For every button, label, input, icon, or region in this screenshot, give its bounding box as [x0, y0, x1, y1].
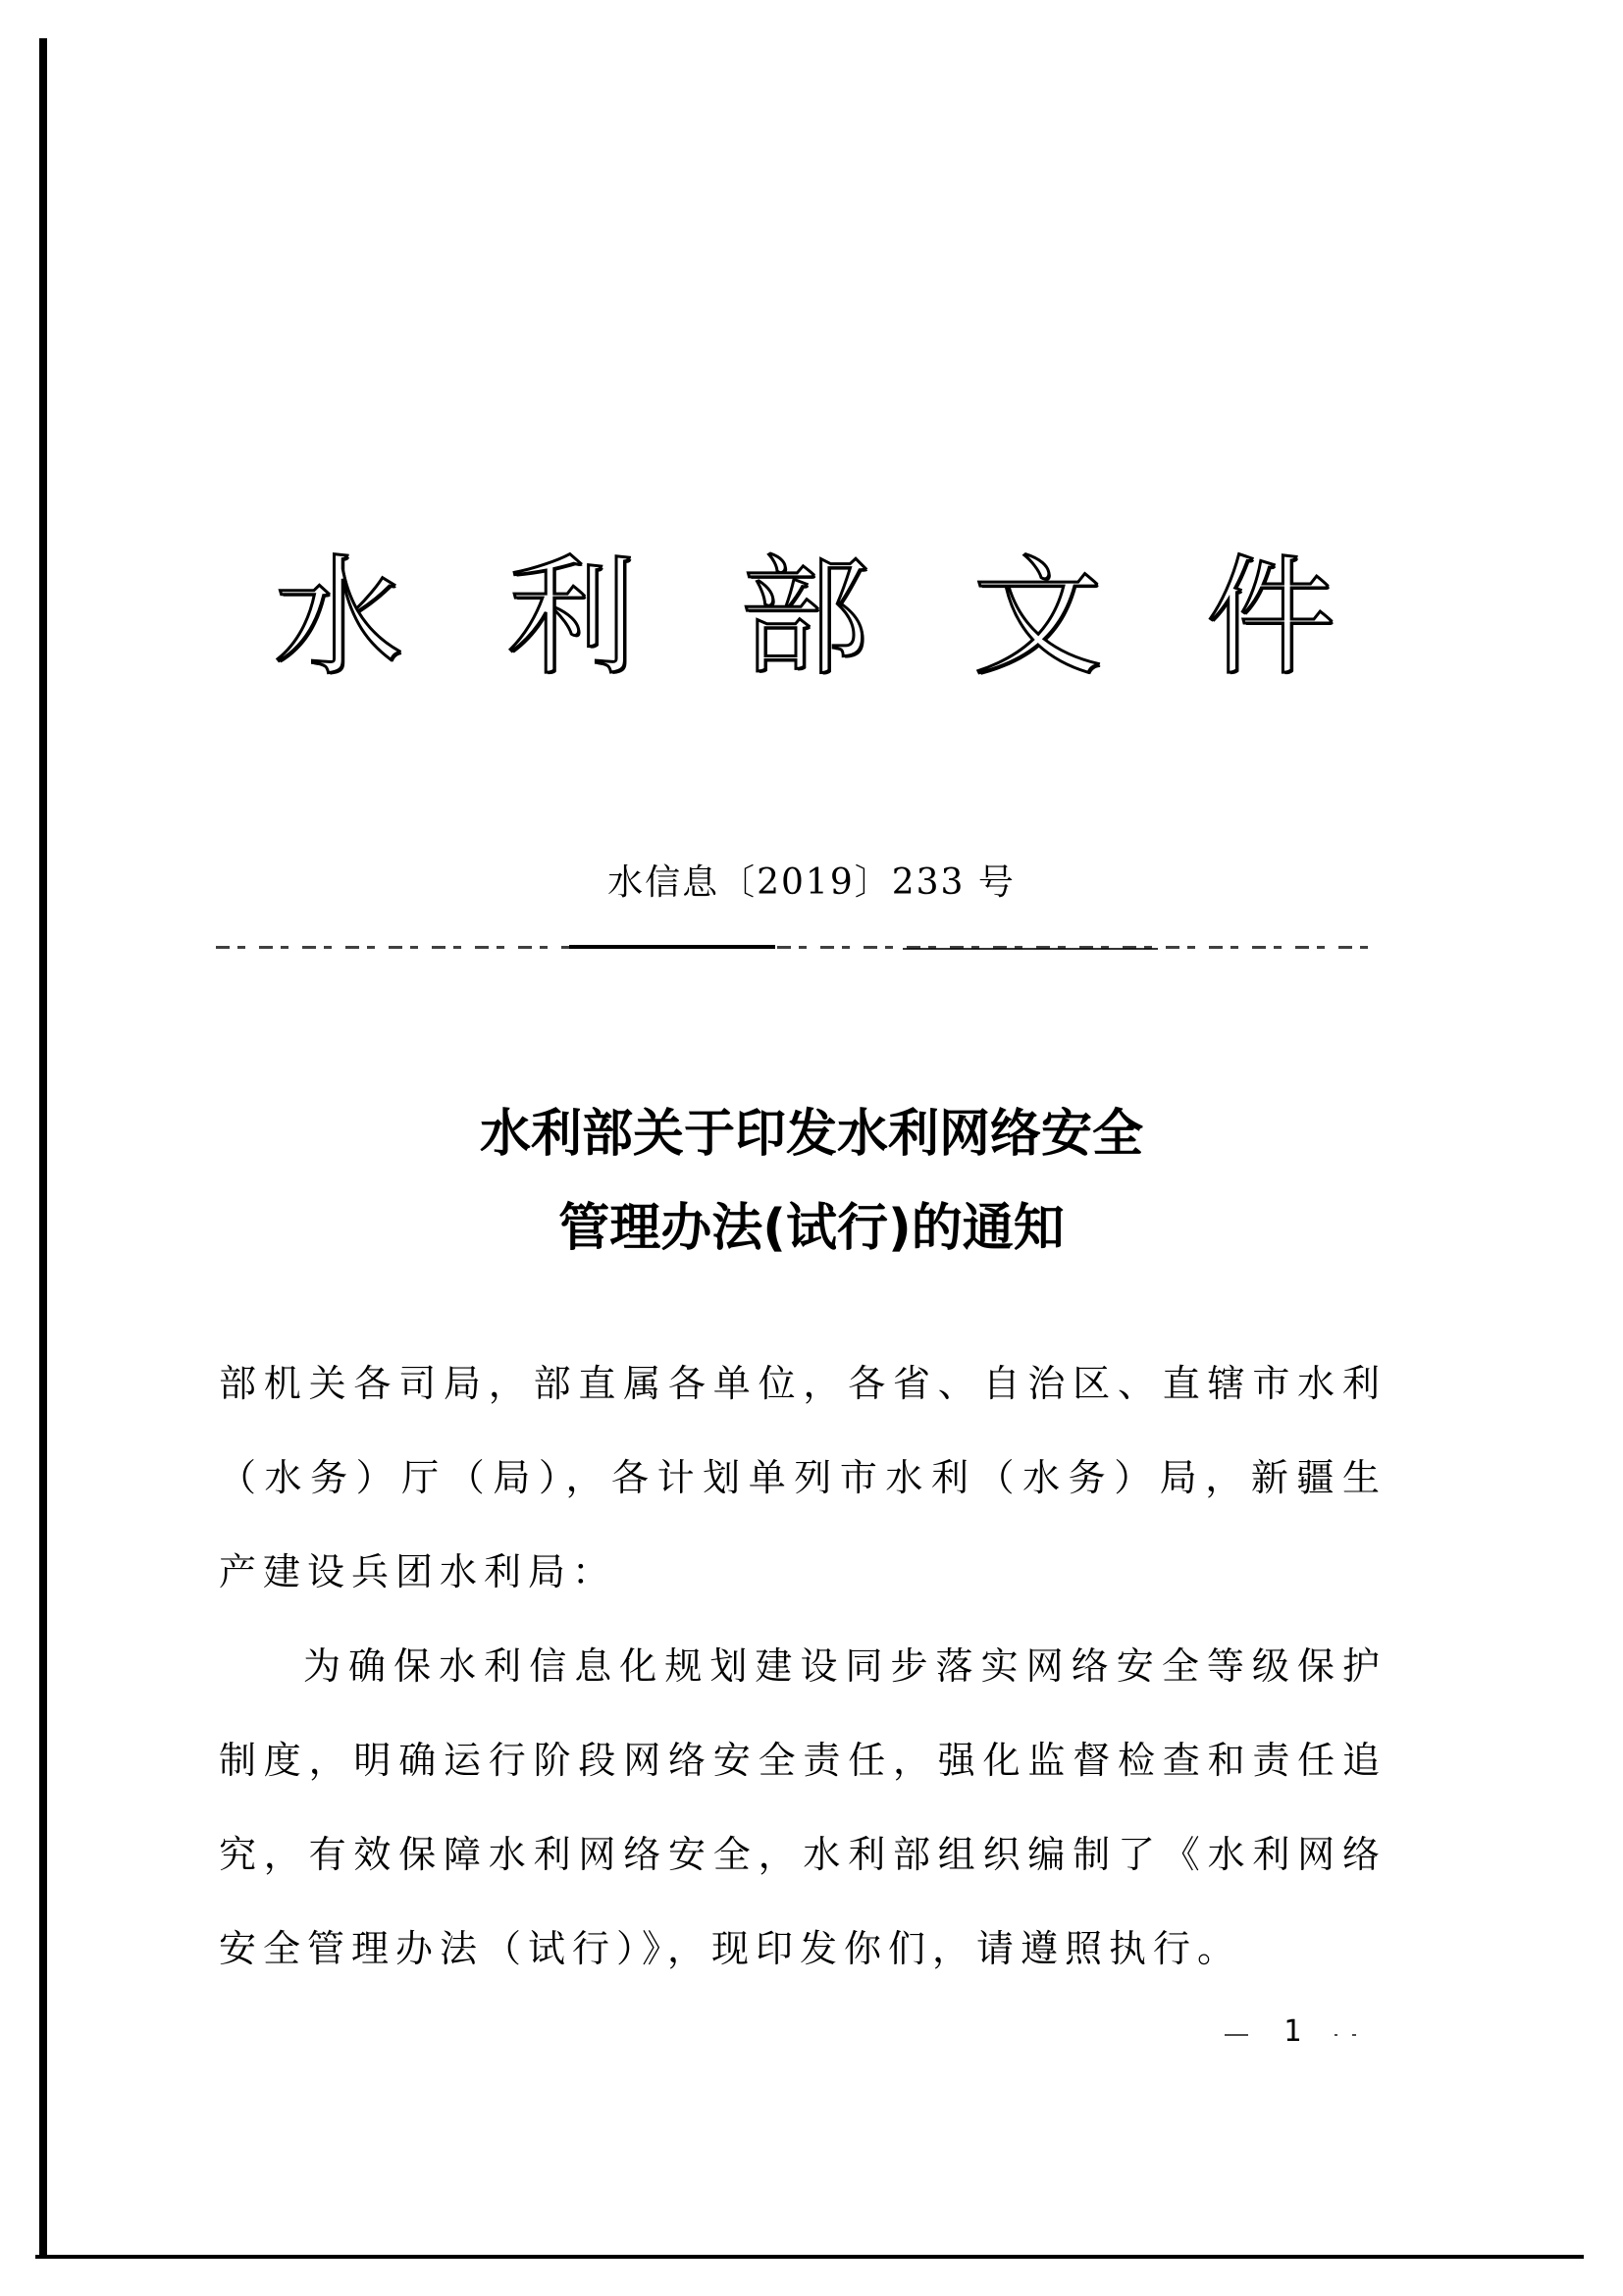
document-number: 水信息〔2019〕233 号	[607, 862, 1016, 903]
masthead-char: 件	[1206, 543, 1335, 694]
document-masthead	[265, 543, 1344, 694]
masthead-char: 文	[972, 543, 1103, 694]
page-number-dash-icon	[1225, 2034, 1248, 2036]
header-separator-segment	[903, 948, 1158, 950]
header-separator-line	[216, 946, 1369, 949]
page-number-dash-icon	[1335, 2034, 1356, 2036]
masthead-char: 部	[740, 543, 869, 694]
document-title	[0, 1087, 1623, 1276]
page-number: 1	[1283, 2014, 1302, 2049]
document-body	[219, 1336, 1387, 1996]
masthead-char: 利	[506, 543, 637, 694]
title-line-2: 管理办法(试行)的通知	[558, 1199, 1065, 1258]
page-border-bottom	[35, 2255, 1584, 2259]
header-separator-segment	[569, 945, 775, 949]
body-paragraph: 为确保水利信息化规划建设同步落实网络安全等级保护制度，明确运行阶段网络安全责任，强化监督检查和责任追究，有效保障水利网络安全，水利部组织编制了《水利网络安全管理办法（试行）》，现印发你们，请遵照执行。	[219, 1644, 1387, 1970]
page-number-footer	[1217, 2014, 1413, 2049]
title-line-1: 水利部关于印发水利网络安全	[479, 1105, 1143, 1164]
masthead-char: 水	[274, 543, 403, 694]
addressee-paragraph: 部机关各司局，部直属各单位，各省、自治区、直辖市水利（水务）厅（局），各计划单列市水利（水务）局，新疆生产建设兵团水利局：	[219, 1362, 1387, 1593]
